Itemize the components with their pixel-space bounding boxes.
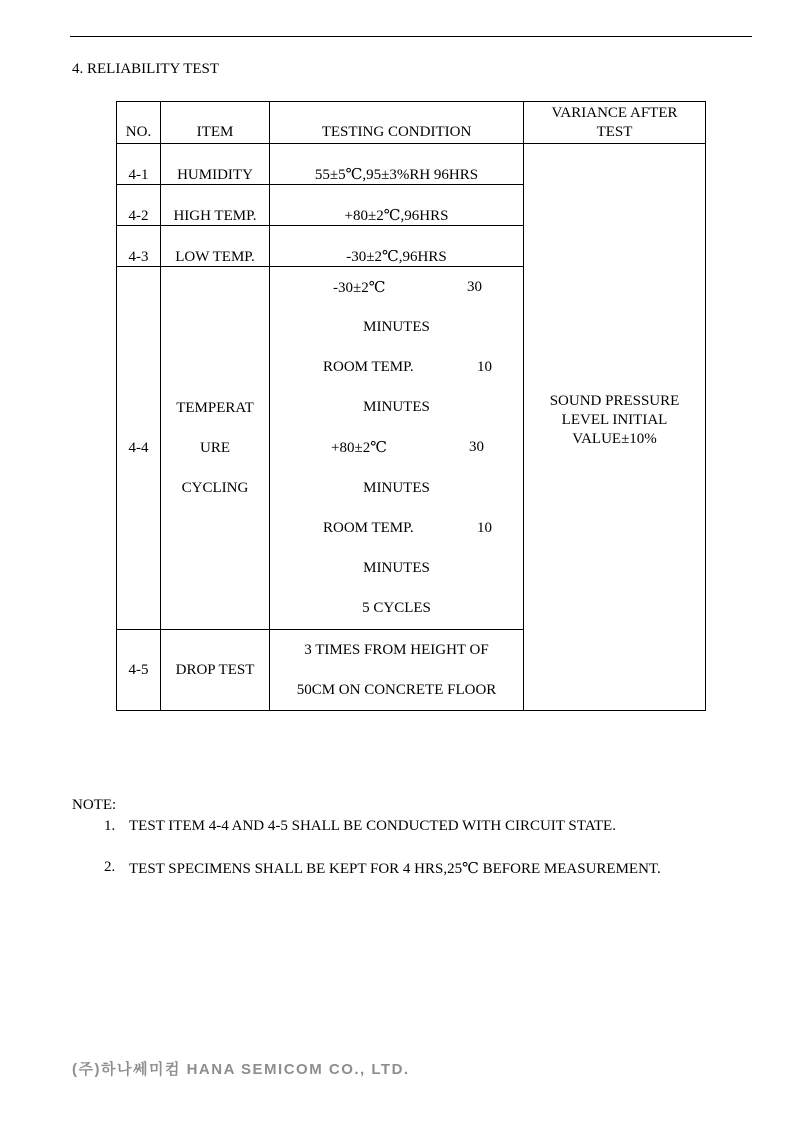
company-footer: (주)하나쎄미컴 HANA SEMICOM CO., LTD. (72, 1061, 410, 1078)
header-condition: TESTING CONDITION (270, 102, 524, 144)
row-item: HIGH TEMP. (161, 185, 270, 226)
table-row (117, 144, 706, 185)
drop-condition (270, 630, 524, 711)
row-condition: -30±2℃,96HRS (270, 226, 524, 267)
condition-line (270, 347, 523, 387)
item-line: CYCLING (181, 480, 249, 497)
condition-duration: 30 (467, 278, 482, 295)
condition-line (270, 428, 523, 468)
condition-line: MINUTES (363, 399, 430, 416)
variance-line: LEVEL INITIAL (561, 411, 668, 428)
item-line: TEMPERAT (176, 399, 254, 416)
variance-cell (524, 144, 706, 711)
row-no: 4-5 (117, 630, 161, 711)
header-variance: VARIANCE AFTER TEST (524, 102, 706, 144)
table-header-row (117, 102, 706, 144)
row-item: HUMIDITY (161, 144, 270, 185)
condition-value: -30±2℃ (333, 279, 386, 296)
condition-value: ROOM TEMP. (323, 359, 414, 376)
note-text: TEST SPECIMENS SHALL BE KEPT FOR 4 HRS,25℃ BEFORE MEASUREMENT. (129, 861, 661, 877)
item-line: URE (200, 439, 230, 456)
note-text: TEST ITEM 4-4 AND 4-5 SHALL BE CONDUCTED WITH CIRCUIT STATE. (129, 818, 616, 834)
row-no: 4-1 (117, 144, 161, 185)
row-no: 4-4 (117, 267, 161, 630)
condition-line: 50CM ON CONCRETE FLOOR (296, 682, 497, 698)
condition-line (270, 508, 523, 548)
row-condition: 55±5℃,95±3%RH 96HRS (270, 144, 524, 185)
row-item: DROP TEST (161, 630, 270, 711)
note-number: 2. (104, 859, 116, 875)
top-rule (70, 36, 752, 37)
row-no: 4-3 (117, 226, 161, 267)
row-no: 4-2 (117, 185, 161, 226)
condition-duration: 10 (477, 519, 492, 536)
condition-line: MINUTES (363, 560, 430, 577)
note-title: NOTE: (72, 797, 117, 813)
note-number: 1. (104, 818, 116, 834)
condition-value: +80±2℃ (331, 440, 387, 457)
row-condition: +80±2℃,96HRS (270, 185, 524, 226)
header-no: NO. (117, 102, 161, 144)
variance-line: VALUE±10% (572, 430, 657, 447)
row-item: LOW TEMP. (161, 226, 270, 267)
condition-line: MINUTES (363, 479, 430, 496)
condition-line: 3 TIMES FROM HEIGHT OF (304, 642, 489, 658)
condition-line (270, 267, 523, 307)
row-item (161, 267, 270, 630)
condition-line: 5 CYCLES (362, 600, 431, 617)
condition-duration: 30 (469, 439, 484, 456)
condition-duration: 10 (477, 359, 492, 376)
condition-line: MINUTES (363, 318, 430, 335)
section-title: 4. RELIABILITY TEST (72, 61, 220, 77)
condition-value: ROOM TEMP. (323, 519, 414, 536)
variance-line: SOUND PRESSURE (549, 392, 680, 409)
header-item: ITEM (161, 102, 270, 144)
reliability-table (116, 101, 706, 711)
cycling-condition (270, 267, 524, 630)
